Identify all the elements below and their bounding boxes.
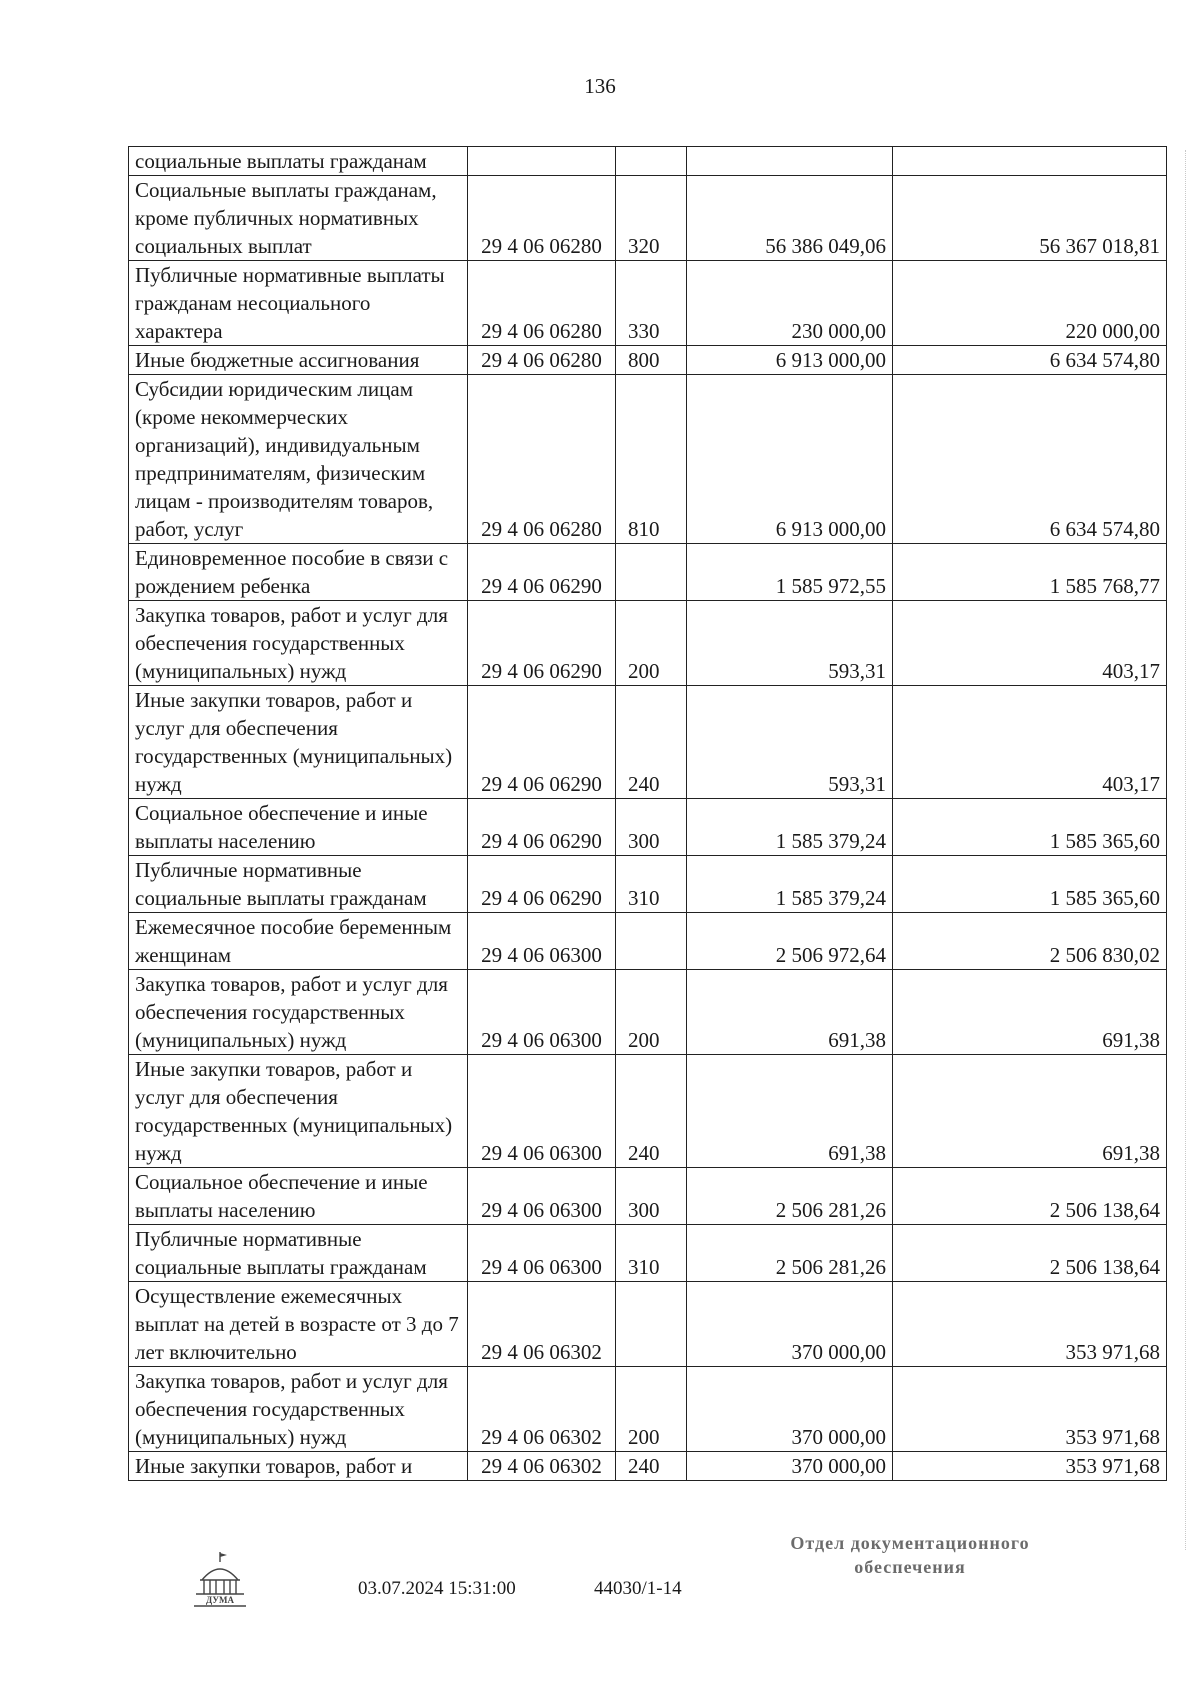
department-stamp — [760, 1531, 1060, 1579]
expense-type: 240 — [616, 1055, 687, 1168]
expense-type: 800 — [616, 346, 687, 375]
table-row — [129, 1282, 1167, 1367]
planned-amount: 370 000,00 — [687, 1367, 893, 1452]
target-code: 29 4 06 06300 — [468, 1225, 616, 1282]
document-date: 03.07.2024 15:31:00 — [358, 1578, 516, 1599]
planned-amount: 1 585 972,55 — [687, 544, 893, 601]
item-name: Иные закупки товаров, работ и — [129, 1452, 468, 1481]
table-row — [129, 799, 1167, 856]
duma-logo — [190, 1550, 250, 1610]
table-row — [129, 970, 1167, 1055]
actual-amount: 353 971,68 — [893, 1367, 1167, 1452]
table-row — [129, 601, 1167, 686]
planned-amount: 593,31 — [687, 601, 893, 686]
item-name: Иные закупки товаров, работ и услуг для обеспечения государственных (муниципальных) нужд — [129, 686, 468, 799]
item-name: Социальное обеспечение и иные выплаты населению — [129, 1168, 468, 1225]
table-row — [129, 913, 1167, 970]
planned-amount: 691,38 — [687, 970, 893, 1055]
target-code: 29 4 06 06300 — [468, 913, 616, 970]
budget-table — [128, 146, 1167, 1481]
target-code: 29 4 06 06290 — [468, 686, 616, 799]
item-name: Закупка товаров, работ и услуг для обеспечения государственных (муниципальных) нужд — [129, 601, 468, 686]
target-code: 29 4 06 06300 — [468, 1168, 616, 1225]
item-name: Иные бюджетные ассигнования — [129, 346, 468, 375]
expense-type: 310 — [616, 1225, 687, 1282]
table-row — [129, 1168, 1167, 1225]
expense-type: 320 — [616, 176, 687, 261]
item-name: Публичные нормативные выплаты гражданам несоциального характера — [129, 261, 468, 346]
stamp-line-1: Отдел документационного — [790, 1533, 1030, 1553]
target-code: 29 4 06 06300 — [468, 1055, 616, 1168]
target-code: 29 4 06 06280 — [468, 176, 616, 261]
expense-type: 330 — [616, 261, 687, 346]
actual-amount: 2 506 138,64 — [893, 1168, 1167, 1225]
planned-amount: 2 506 281,26 — [687, 1168, 893, 1225]
planned-amount — [687, 147, 893, 176]
expense-type: 300 — [616, 799, 687, 856]
actual-amount — [893, 147, 1167, 176]
actual-amount: 6 634 574,80 — [893, 375, 1167, 544]
scan-edge-marks — [1185, 150, 1194, 1550]
table-row — [129, 686, 1167, 799]
expense-type — [616, 147, 687, 176]
target-code: 29 4 06 06302 — [468, 1282, 616, 1367]
stamp-line-2: обеспечения — [854, 1557, 966, 1577]
actual-amount: 2 506 830,02 — [893, 913, 1167, 970]
document-code: 44030/1-14 — [594, 1578, 682, 1599]
actual-amount: 6 634 574,80 — [893, 346, 1167, 375]
actual-amount: 691,38 — [893, 970, 1167, 1055]
target-code — [468, 147, 616, 176]
table-row — [129, 176, 1167, 261]
planned-amount: 6 913 000,00 — [687, 346, 893, 375]
actual-amount: 2 506 138,64 — [893, 1225, 1167, 1282]
table-row — [129, 375, 1167, 544]
item-name: Иные закупки товаров, работ и услуг для обеспечения государственных (муниципальных) нужд — [129, 1055, 468, 1168]
actual-amount: 56 367 018,81 — [893, 176, 1167, 261]
actual-amount: 1 585 768,77 — [893, 544, 1167, 601]
table-row — [129, 346, 1167, 375]
expense-type: 200 — [616, 970, 687, 1055]
item-name: Ежемесячное пособие беременным женщинам — [129, 913, 468, 970]
page-number: 136 — [584, 74, 616, 98]
target-code: 29 4 06 06280 — [468, 375, 616, 544]
target-code: 29 4 06 06280 — [468, 346, 616, 375]
planned-amount: 593,31 — [687, 686, 893, 799]
planned-amount: 2 506 281,26 — [687, 1225, 893, 1282]
actual-amount: 691,38 — [893, 1055, 1167, 1168]
expense-type: 240 — [616, 1452, 687, 1481]
target-code: 29 4 06 06290 — [468, 799, 616, 856]
target-code: 29 4 06 06290 — [468, 544, 616, 601]
table-row — [129, 856, 1167, 913]
table-row — [129, 1055, 1167, 1168]
target-code: 29 4 06 06280 — [468, 261, 616, 346]
expense-type — [616, 1282, 687, 1367]
table-row — [129, 544, 1167, 601]
table-row — [129, 1225, 1167, 1282]
expense-type: 240 — [616, 686, 687, 799]
actual-amount: 1 585 365,60 — [893, 799, 1167, 856]
item-name: Закупка товаров, работ и услуг для обеспечения государственных (муниципальных) нужд — [129, 1367, 468, 1452]
actual-amount: 1 585 365,60 — [893, 856, 1167, 913]
target-code: 29 4 06 06302 — [468, 1367, 616, 1452]
item-name: Социальные выплаты гражданам, кроме публичных нормативных социальных выплат — [129, 176, 468, 261]
planned-amount: 691,38 — [687, 1055, 893, 1168]
item-name: Публичные нормативные социальные выплаты гражданам — [129, 1225, 468, 1282]
item-name: социальные выплаты гражданам — [129, 147, 468, 176]
actual-amount: 403,17 — [893, 686, 1167, 799]
planned-amount: 1 585 379,24 — [687, 856, 893, 913]
target-code: 29 4 06 06290 — [468, 856, 616, 913]
actual-amount: 220 000,00 — [893, 261, 1167, 346]
expense-type: 200 — [616, 601, 687, 686]
item-name: Субсидии юридическим лицам (кроме некоммерческих организаций), индивидуальным предпринимателям, физическим лицам - производителям товаров, работ, услуг — [129, 375, 468, 544]
table-row — [129, 1452, 1167, 1481]
planned-amount: 56 386 049,06 — [687, 176, 893, 261]
table-body — [129, 147, 1167, 1481]
expense-type: 300 — [616, 1168, 687, 1225]
planned-amount: 1 585 379,24 — [687, 799, 893, 856]
item-name: Социальное обеспечение и иные выплаты населению — [129, 799, 468, 856]
expense-type: 200 — [616, 1367, 687, 1452]
expense-type: 810 — [616, 375, 687, 544]
planned-amount: 230 000,00 — [687, 261, 893, 346]
planned-amount: 370 000,00 — [687, 1452, 893, 1481]
svg-text:ДУМА: ДУМА — [206, 1595, 234, 1605]
item-name: Единовременное пособие в связи с рождением ребенка — [129, 544, 468, 601]
actual-amount: 353 971,68 — [893, 1452, 1167, 1481]
table-row — [129, 147, 1167, 176]
item-name: Публичные нормативные социальные выплаты гражданам — [129, 856, 468, 913]
target-code: 29 4 06 06300 — [468, 970, 616, 1055]
item-name: Закупка товаров, работ и услуг для обеспечения государственных (муниципальных) нужд — [129, 970, 468, 1055]
planned-amount: 370 000,00 — [687, 1282, 893, 1367]
planned-amount: 2 506 972,64 — [687, 913, 893, 970]
table-row — [129, 261, 1167, 346]
target-code: 29 4 06 06290 — [468, 601, 616, 686]
target-code: 29 4 06 06302 — [468, 1452, 616, 1481]
table-row — [129, 1367, 1167, 1452]
actual-amount: 403,17 — [893, 601, 1167, 686]
expense-type: 310 — [616, 856, 687, 913]
expense-type — [616, 544, 687, 601]
item-name: Осуществление ежемесячных выплат на детей в возрасте от 3 до 7 лет включительно — [129, 1282, 468, 1367]
expense-type — [616, 913, 687, 970]
planned-amount: 6 913 000,00 — [687, 375, 893, 544]
actual-amount: 353 971,68 — [893, 1282, 1167, 1367]
